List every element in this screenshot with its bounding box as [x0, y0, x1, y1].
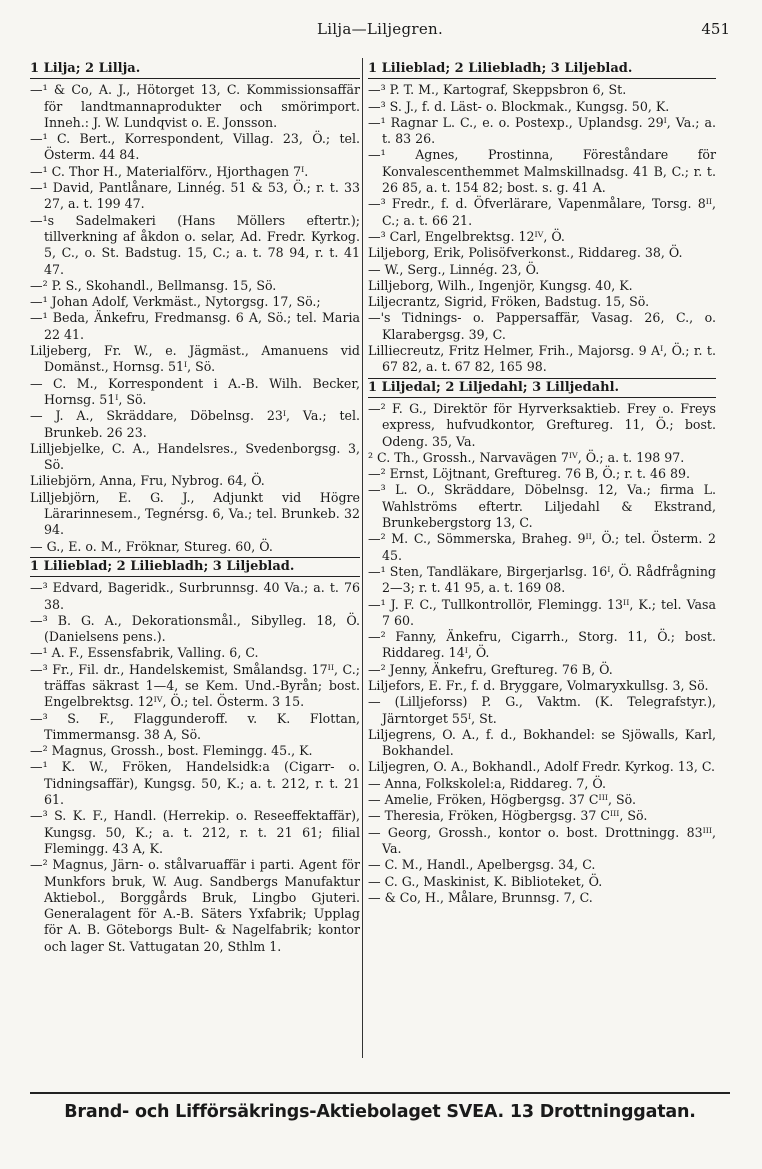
section-heading: 1 Lilieblad; 2 Liliebladh; 3 Liljeblad.: [368, 60, 716, 79]
section-heading: 1 Liljedal; 2 Liljedahl; 3 Lilljedahl.: [368, 378, 716, 398]
directory-entry: —³ P. T. M., Kartograf, Skeppsbron 6, St.: [368, 82, 627, 98]
directory-entry: —¹ Sten, Tandläkare, Birgerjarlsg. 16ᴵ, Ö. Rådfrågning 2—3; r. t. 41 95, a. t. 169 08.: [368, 563, 716, 596]
directory-entry: —¹ C. Bert., Korrespondent, Villag. 23, Ö.; tel. Österm. 44 84.: [30, 131, 360, 163]
left-column: [30, 58, 360, 955]
directory-entry: Liljegren, O. A., Bokhandl., Adolf Fredr. Kyrkog. 13, C.: [368, 759, 716, 775]
directory-entry: —¹ Ragnar L. C., e. o. Postexp., Uplandsg. 29ᴵ, Va.; a. t. 83 26.: [368, 114, 716, 147]
directory-entry: —¹ K. W., Fröken, Handelsidk:a (Cigarr- o. Tidningsaffär), Kungsg. 50, K.; a. t. 212, r. t. 21 61.: [30, 759, 360, 808]
directory-entry: — J. A., Skräddare, Döbelnsg. 23ᴵ, Va.; tel. Brunkeb. 26 23.: [30, 408, 360, 440]
directory-entry: —¹s Sadelmakeri (Hans Möllers eftertr.); tillverkning af åkdon o. selar, Ad. Fredr. Kyrkog. 5, C., o. St. Badstug. 15, C.; a. t. 78 94, r. t. 41 47.: [30, 212, 360, 277]
entry-list: [368, 401, 716, 906]
directory-entry: —² Fanny, Änkefru, Cigarrh., Storg. 11, Ö.; bost. Riddareg. 14ᴵ, Ö.: [368, 629, 716, 661]
directory-entry: —³ Fredr., f. d. Öfverlärare, Vapenmålare, Torsg. 8ᴵᴵ, C.; a. t. 66 21.: [368, 196, 716, 228]
directory-entry: —¹ J. F. C., Tullkontrollör, Flemingg. 13ᴵᴵ, K.; tel. Vasa 7 60.: [368, 596, 716, 628]
directory-entry: —² Ernst, Löjtnant, Greftureg. 76 B, Ö.; r. t. 46 89.: [368, 466, 691, 482]
directory-entry: —¹ Agnes, Prostinna, Föreståndare för Konvalescenthemmet Malmskillnadsg. 41 B, C.; r. t. 26 85, a. t. 154 82; bost. s. g. 41 A.: [368, 147, 716, 196]
directory-entry: —¹ David, Pantlånare, Linnég. 51 & 53, Ö.; r. t. 33 27, a. t. 199 47.: [30, 180, 360, 212]
directory-entry: —³ S. F., Flaggunderoff. v. K. Flottan, Timmermansg. 38 A, Sö.: [30, 710, 360, 742]
directory-entry: — C. M., Korrespondent i A.-B. Wilh. Becker, Hornsg. 51ᴵ, Sö.: [30, 375, 360, 407]
entry-list: [30, 580, 360, 955]
directory-entry: Lilljeborg, Wilh., Ingenjör, Kungsg. 40, K.: [368, 277, 633, 293]
entry-list: [368, 82, 716, 375]
directory-entry: Liljegrens, O. A., f. d., Bokhandel: se Sjöwalls, Karl, Bokhandel.: [368, 726, 716, 759]
directory-entry: —'s Tidnings- o. Pappersaffär, Vasag. 26, C., o. Klarabergsg. 39, C.: [368, 310, 716, 342]
directory-entry: —² Magnus, Grossh., bost. Flemingg. 45., K.: [30, 743, 313, 759]
directory-entry: —³ Carl, Engelbrektsg. 12ᴵⱽ, Ö.: [368, 228, 565, 244]
directory-entry: —³ B. G. A., Dekorationsmål., Sibylleg. 18, Ö. (Danielsens pens.).: [30, 612, 360, 645]
section-heading: 1 Lilieblad; 2 Liliebladh; 3 Liljeblad.: [30, 557, 360, 577]
directory-entry: —³ Fr., Fil. dr., Handelskemist, Smålandsg. 17ᴵᴵ, C.; träffas säkrast 1—4, se Kem. Und.-Byrån; bost. Engelbrektsg. 12ᴵⱽ, Ö.; tel. Österm. 3 15.: [30, 661, 360, 710]
directory-entry: — Georg, Grossh., kontor o. bost. Drottningg. 83ᴵᴵᴵ, Va.: [368, 824, 716, 856]
directory-entry: Lilljebjörn, E. G. J., Adjunkt vid Högre Lärarinnesem., Tegnérsg. 6, Va.; tel. Brunkeb. 32 94.: [30, 489, 360, 538]
directory-entry: — C. G., Maskinist, K. Biblioteket, Ö.: [368, 873, 603, 889]
directory-entry: —¹ & Co, A. J., Hötorget 13, C. Kommissionsaffär för landtmannaprodukter och smörimport. Inneh.: J. W. Lundqvist o. E. Jonsson.: [30, 82, 360, 130]
directory-entry: Liljecrantz, Sigrid, Fröken, Badstug. 15, Sö.: [368, 294, 650, 310]
directory-entry: Lilljebjelke, C. A., Handelsres., Svedenborgsg. 3, Sö.: [30, 440, 360, 473]
directory-entry: —² M. C., Sömmerska, Braheg. 9ᴵᴵ, Ö.; tel. Österm. 2 45.: [368, 531, 716, 563]
directory-entry: —² Magnus, Järn- o. stålvaruaffär i parti. Agent för Munkfors bruk, W. Aug. Sandbergs Manufaktur Aktiebol., Borggårds Bruk, Lingbo Gjuteri. Generalagent för A.-B. Säters Yxfabrik; Upplag för A. B. Göteborgs Bult- & Nagelfabrik; kontor och lager St. Vattugatan 20, Sthlm 1.: [30, 857, 360, 954]
section-heading: 1 Lilja; 2 Lillja.: [30, 60, 360, 79]
directory-entry: — & Co, H., Målare, Brunnsg. 7, C.: [368, 889, 593, 905]
directory-entry: —³ Edvard, Bageridk., Surbrunnsg. 40 Va.; a. t. 76 38.: [30, 580, 360, 612]
directory-entry: — C. M., Handl., Apelbergsg. 34, C.: [368, 857, 596, 873]
directory-entry: — W., Serg., Linnég. 23, Ö.: [368, 261, 540, 277]
directory-entry: —² P. S., Skohandl., Bellmansg. 15, Sö.: [30, 277, 277, 293]
directory-entry: — Theresia, Fröken, Högbergsg. 37 Cᴵᴵᴵ, Sö.: [368, 808, 648, 824]
directory-entry: —¹ A. F., Essensfabrik, Valling. 6, C.: [30, 645, 259, 661]
directory-entry: —³ S. K. F., Handl. (Herrekip. o. Reseeffektaffär), Kungsg. 50, K.; a. t. 212, r. t. 21 61; filial Flemingg. 43 A, K.: [30, 808, 360, 856]
directory-entry: —³ L. O., Skräddare, Döbelnsg. 12, Va.; firma L. Wahlströms eftertr. Liljedahl & Ekstrand, Brunkebergstorg 13, C.: [368, 482, 716, 531]
page-header: [30, 20, 730, 44]
running-title: Lilja—Liljegren.: [316, 20, 444, 38]
page-number: 451: [701, 20, 730, 38]
directory-entry: Liljeborg, Erik, Polisöfverkonst., Riddareg. 38, Ö.: [368, 245, 683, 261]
entry-list: [30, 82, 360, 555]
directory-entry: —¹ Beda, Änkefru, Fredmansg. 6 A, Sö.; tel. Maria 22 41.: [30, 310, 360, 342]
directory-entry: —¹ Johan Adolf, Verkmäst., Nytorgsg. 17, Sö.;: [30, 294, 321, 310]
column-divider: [362, 58, 363, 1058]
directory-entry: — Anna, Folkskolel:a, Riddareg. 7, Ö.: [368, 775, 606, 791]
directory-entry: —¹ C. Thor H., Materialförv., Hjorthagen 7ᴵ.: [30, 163, 309, 179]
directory-entry: —² F. G., Direktör för Hyrverksaktieb. Frey o. Freys express, hufvudkontor, Greftureg. 11, Ö.; bost. Odeng. 35, Va.: [368, 400, 716, 449]
right-column: [368, 58, 716, 906]
directory-entry: Liljefors, E. Fr., f. d. Bryggare, Volmaryxkullsg. 3, Sö.: [368, 677, 709, 693]
directory-entry: Liljeberg, Fr. W., e. Jägmäst., Amanuens vid Domänst., Hornsg. 51ᴵ, Sö.: [30, 343, 360, 375]
directory-entry: — Amelie, Fröken, Högbergsg. 37 Cᴵᴵᴵ, Sö.: [368, 792, 636, 808]
advertisement-footer: Brand- och Lifförsäkrings-Aktiebolaget SVEA. 13 Drottninggatan.: [30, 1092, 730, 1122]
directory-entry: — (Lilljeforss) P. G., Vaktm. (K. Telegrafstyr.), Järntorget 55ᴵ, St.: [368, 694, 716, 726]
directory-entry: —³ S. J., f. d. Läst- o. Blockmak., Kungsg. 50, K.: [368, 98, 670, 114]
directory-entry: Liliebjörn, Anna, Fru, Nybrog. 64, Ö.: [30, 473, 265, 489]
directory-entry: ² C. Th., Grossh., Narvavägen 7ᴵⱽ, Ö.; a. t. 198 97.: [368, 449, 685, 465]
directory-entry: Lilliecreutz, Fritz Helmer, Frih., Majorsg. 9 Aᴵ, Ö.; r. t. 67 82, a. t. 67 82, 165 98.: [368, 343, 716, 375]
directory-entry: — G., E. o. M., Fröknar, Stureg. 60, Ö.: [30, 538, 273, 554]
directory-entry: —² Jenny, Änkefru, Greftureg. 76 B, Ö.: [368, 661, 613, 677]
